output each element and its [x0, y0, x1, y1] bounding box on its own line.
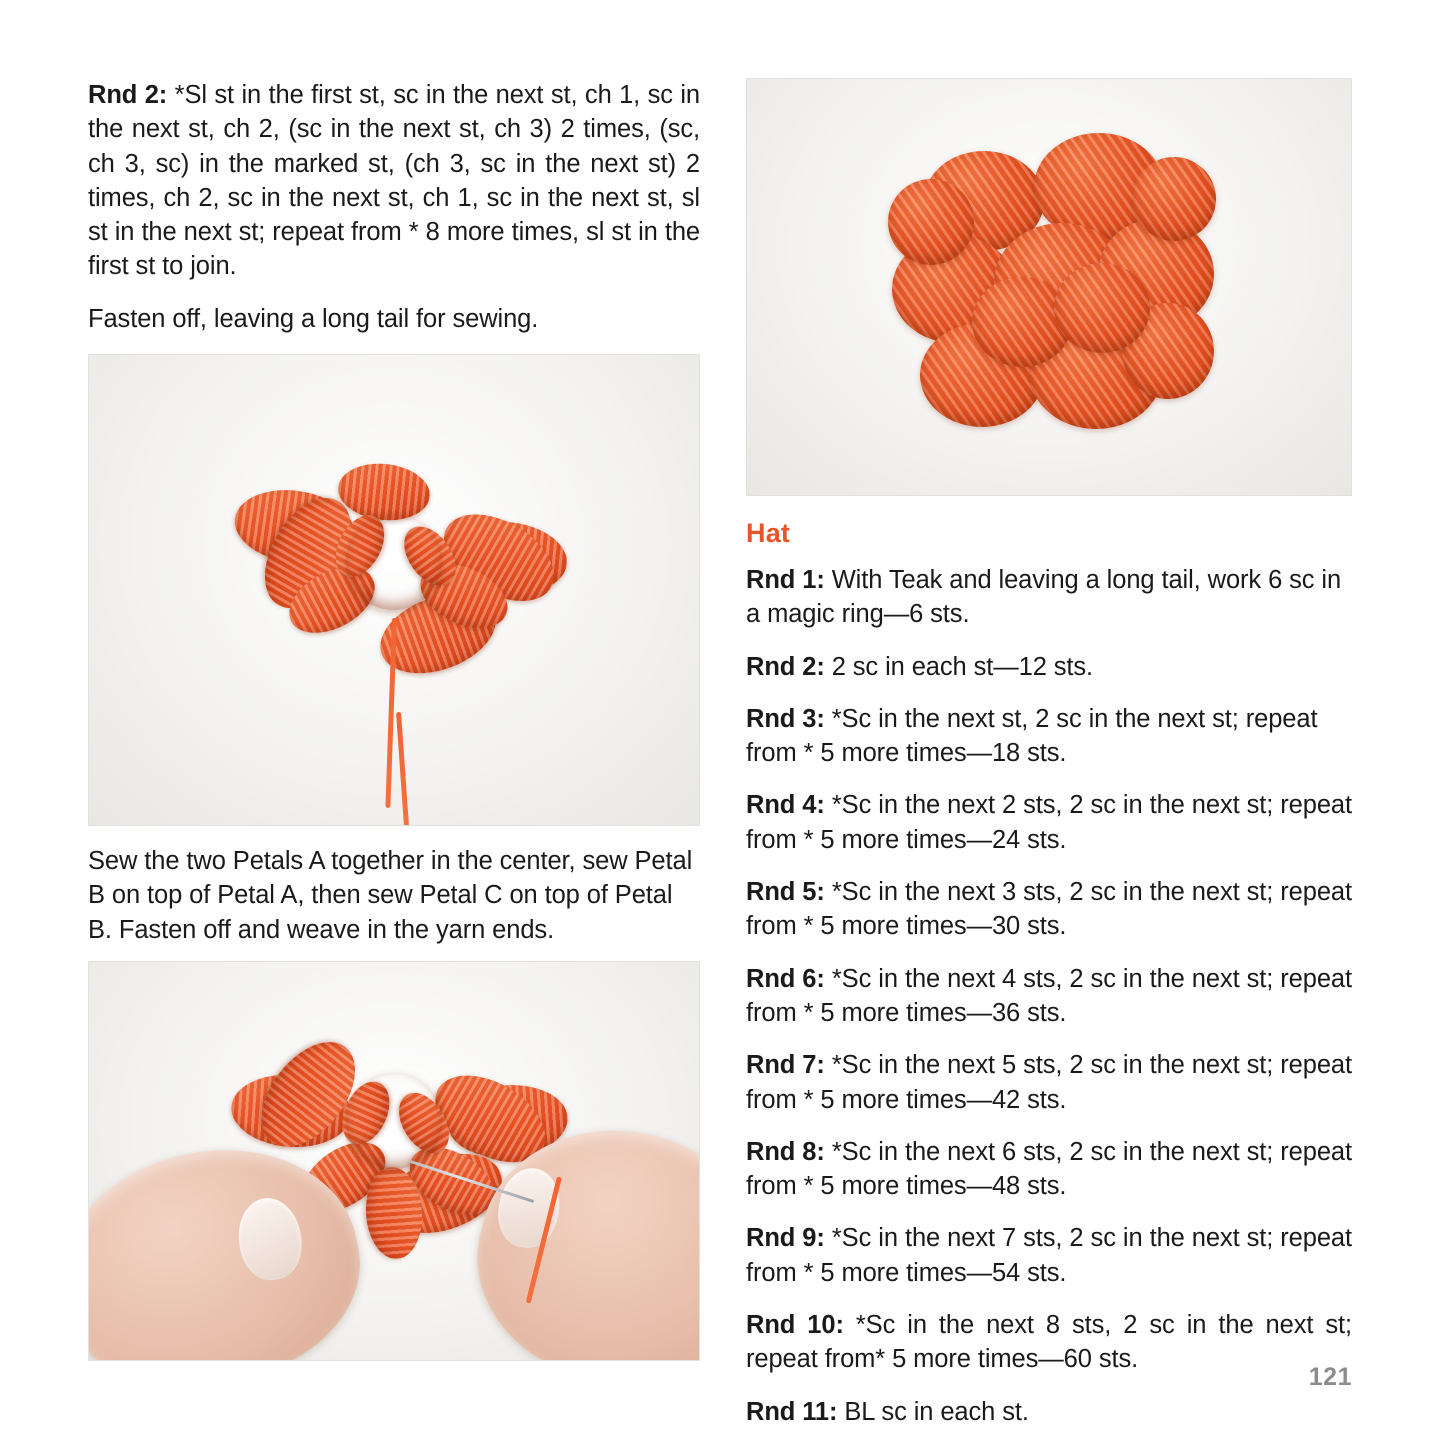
paragraph-rnd-1 [746, 563, 1352, 632]
paragraph-rnd-2 [746, 650, 1352, 684]
round-text: *Sc in the next 5 sts, 2 sc in the next st; repeat from * 5 more times—42 sts. [746, 1051, 1352, 1114]
paragraph-rnd-6 [746, 962, 1352, 1031]
flower-center [346, 1073, 442, 1169]
round-text: *Sc in the next 6 sts, 2 sc in the next st; repeat from * 5 more times—48 sts. [746, 1137, 1352, 1201]
left-column [88, 78, 700, 1361]
round-text: BL sc in each st. [837, 1397, 1029, 1426]
paragraph-assembly: Sew the two Petals A together in the center, sew Petal B on top of Petal A, then sew Petal C on top of Petal B. Fasten off and weave in the yarn ends. [88, 847, 693, 944]
pompom-illustration [884, 127, 1214, 447]
round-text: *Sc in the next 3 sts, 2 sc in the next st; repeat from * 5 more times—30 sts. [746, 878, 1352, 941]
right-column [746, 78, 1352, 1429]
round-label: Rnd 11: [746, 1397, 838, 1426]
round-label: Rnd 3: [746, 704, 825, 733]
photo-finished-pompom [746, 78, 1352, 496]
flower-center [346, 514, 442, 610]
page-number: 121 [1308, 1363, 1352, 1391]
round-label: Rnd 7: [746, 1051, 825, 1080]
photo-assembled-flower [88, 354, 700, 826]
section-title-hat: Hat [746, 518, 791, 548]
round-label: Rnd 10: [746, 1311, 844, 1340]
rnd2-label: Rnd 2: [88, 81, 168, 109]
round-text: *Sc in the next 7 sts, 2 sc in the next st; repeat from * 5 more times—54 sts. [746, 1224, 1352, 1287]
round-text: *Sc in the next 8 sts, 2 sc in the next st; repeat from* 5 more times—60 sts. [746, 1311, 1352, 1374]
round-label: Rnd 5: [746, 878, 825, 907]
round-label: Rnd 2: [746, 652, 825, 681]
round-text: *Sc in the next 4 sts, 2 sc in the next st; repeat from * 5 more times—36 sts. [746, 964, 1352, 1027]
round-text: *Sc in the next 2 sts, 2 sc in the next st; repeat from * 5 more times—24 sts. [746, 791, 1352, 854]
paragraph-rnd-8 [746, 1135, 1352, 1204]
paragraph-rnd-3 [746, 702, 1352, 771]
paragraph-rnd-9 [746, 1221, 1352, 1290]
paragraph-rnd-5 [746, 875, 1352, 944]
rnd2-text: *Sl st in the first st, sc in the next st, ch 1, sc in the next st, ch 2, (sc in the next st, ch 3) 2 times, (sc, ch 3, sc) in the marked st, (ch 3, sc in the next st) 2 times, ch 2, sc in the next st, ch 1, sc in the next st, sl st in the next st; repeat from * 8 more times, sl st in the first st to join. [88, 81, 700, 281]
paragraph-fasten-off: Fasten off, leaving a long tail for sewing. [88, 304, 539, 333]
paragraph-rnd-11 [746, 1395, 1352, 1429]
round-label: Rnd 8: [746, 1137, 825, 1166]
paragraph-rnd2 [88, 78, 700, 284]
paragraph-rnd-7 [746, 1048, 1352, 1117]
round-text: With Teak and leaving a long tail, work 6 sc in a magic ring—6 sts. [746, 566, 1342, 629]
photo-sewing-flower [88, 961, 700, 1361]
paragraph-rnd-10 [746, 1308, 1352, 1377]
round-text: 2 sc in each st—12 sts. [824, 652, 1094, 681]
round-label: Rnd 1: [746, 566, 825, 594]
round-label: Rnd 6: [746, 964, 825, 993]
round-label: Rnd 9: [746, 1224, 825, 1253]
round-text: *Sc in the next st, 2 sc in the next st; repeat from * 5 more times—18 sts. [746, 704, 1318, 768]
round-label: Rnd 4: [746, 791, 825, 820]
paragraph-rnd-4 [746, 788, 1352, 857]
